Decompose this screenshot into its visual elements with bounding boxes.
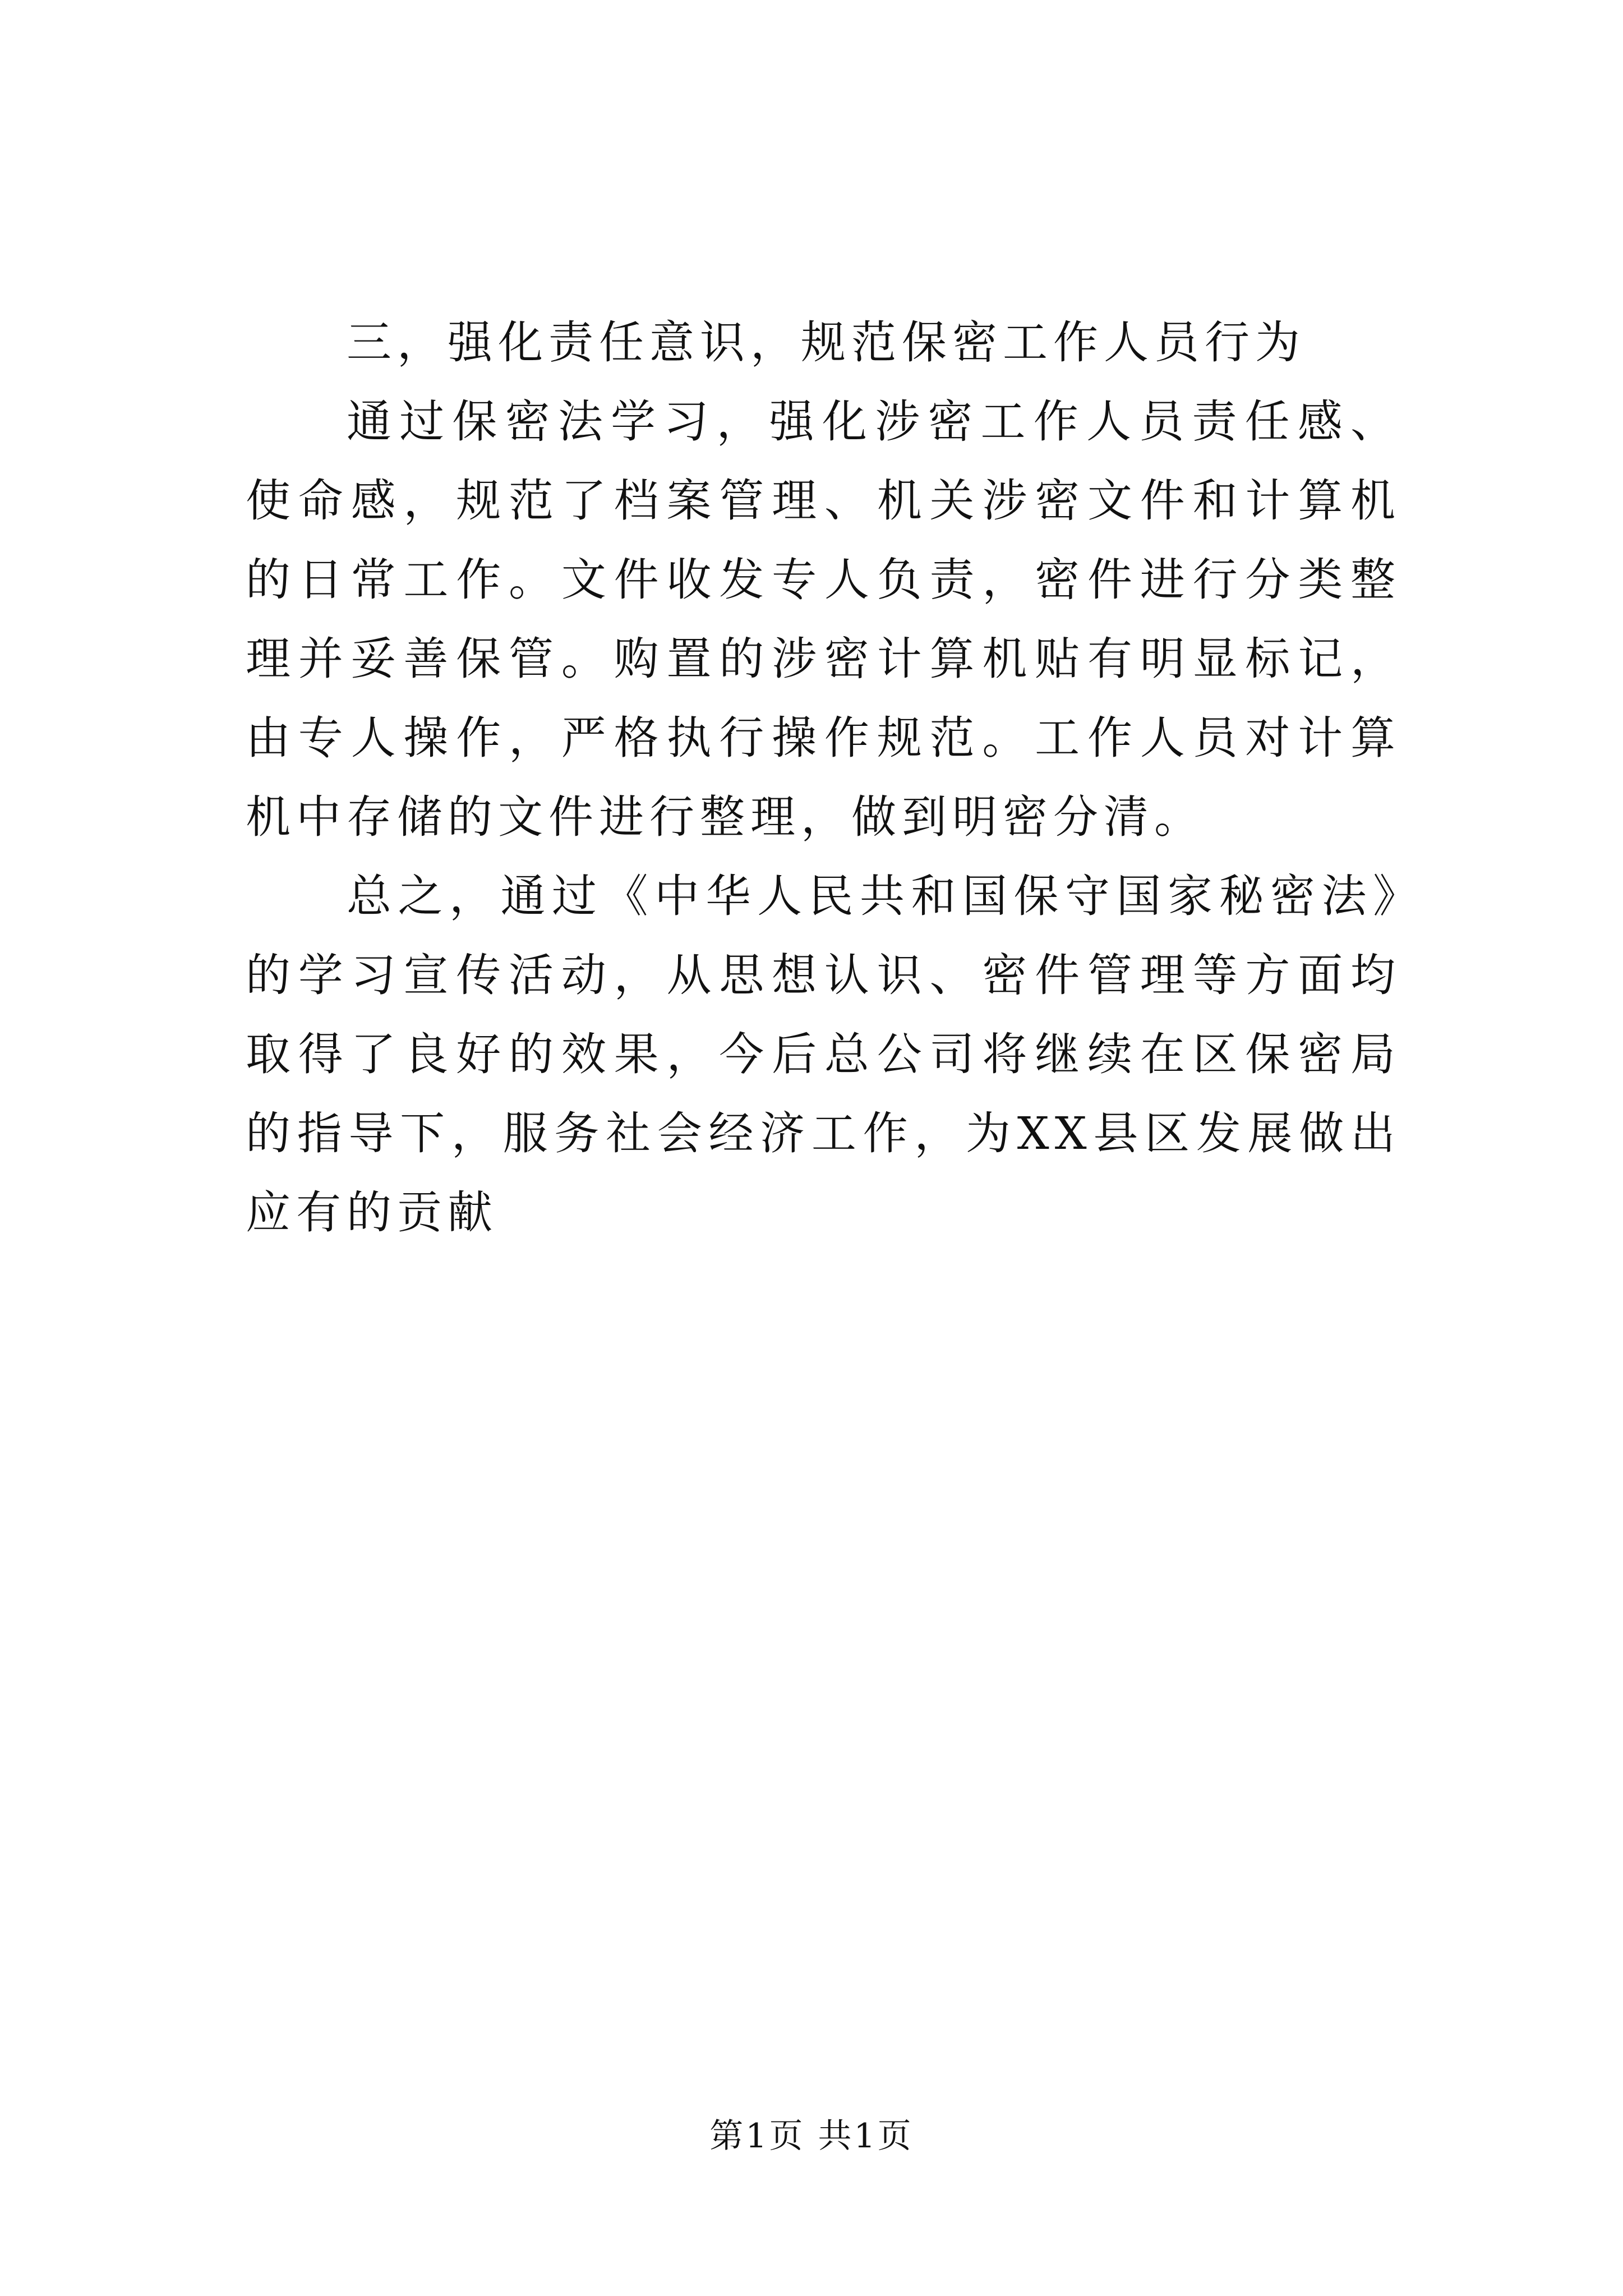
section-heading: 三，强化责任意识，规范保密工作人员行为 (347, 316, 1306, 369)
paragraph-confidentiality-practices: 通过保密法学习，强化涉密工作人员责任感、使命感，规范了档案管理、机关涉密文件和计算机的日常工作。文件收发专人负责，密件进行分类整理并妥善保管。购置的涉密计算机贴有明显标记，由专人操作，严格执行操作规范。工作人员对计算机中存储的文件进行整理，做到明密分清。 (246, 395, 1401, 843)
paragraph-conclusion: 总之，通过《中华人民共和国保守国家秘密法》的学习宣传活动，从思想认识、密件管理等方面均取得了良好的效果，今后总公司将继续在区保密局的指导下，服务社会经济工作，为XX县区发展做出应有的贡献 (246, 870, 1401, 1239)
page-footer: 第1页 共1页 (709, 2116, 914, 2156)
document-body (246, 303, 1401, 1252)
